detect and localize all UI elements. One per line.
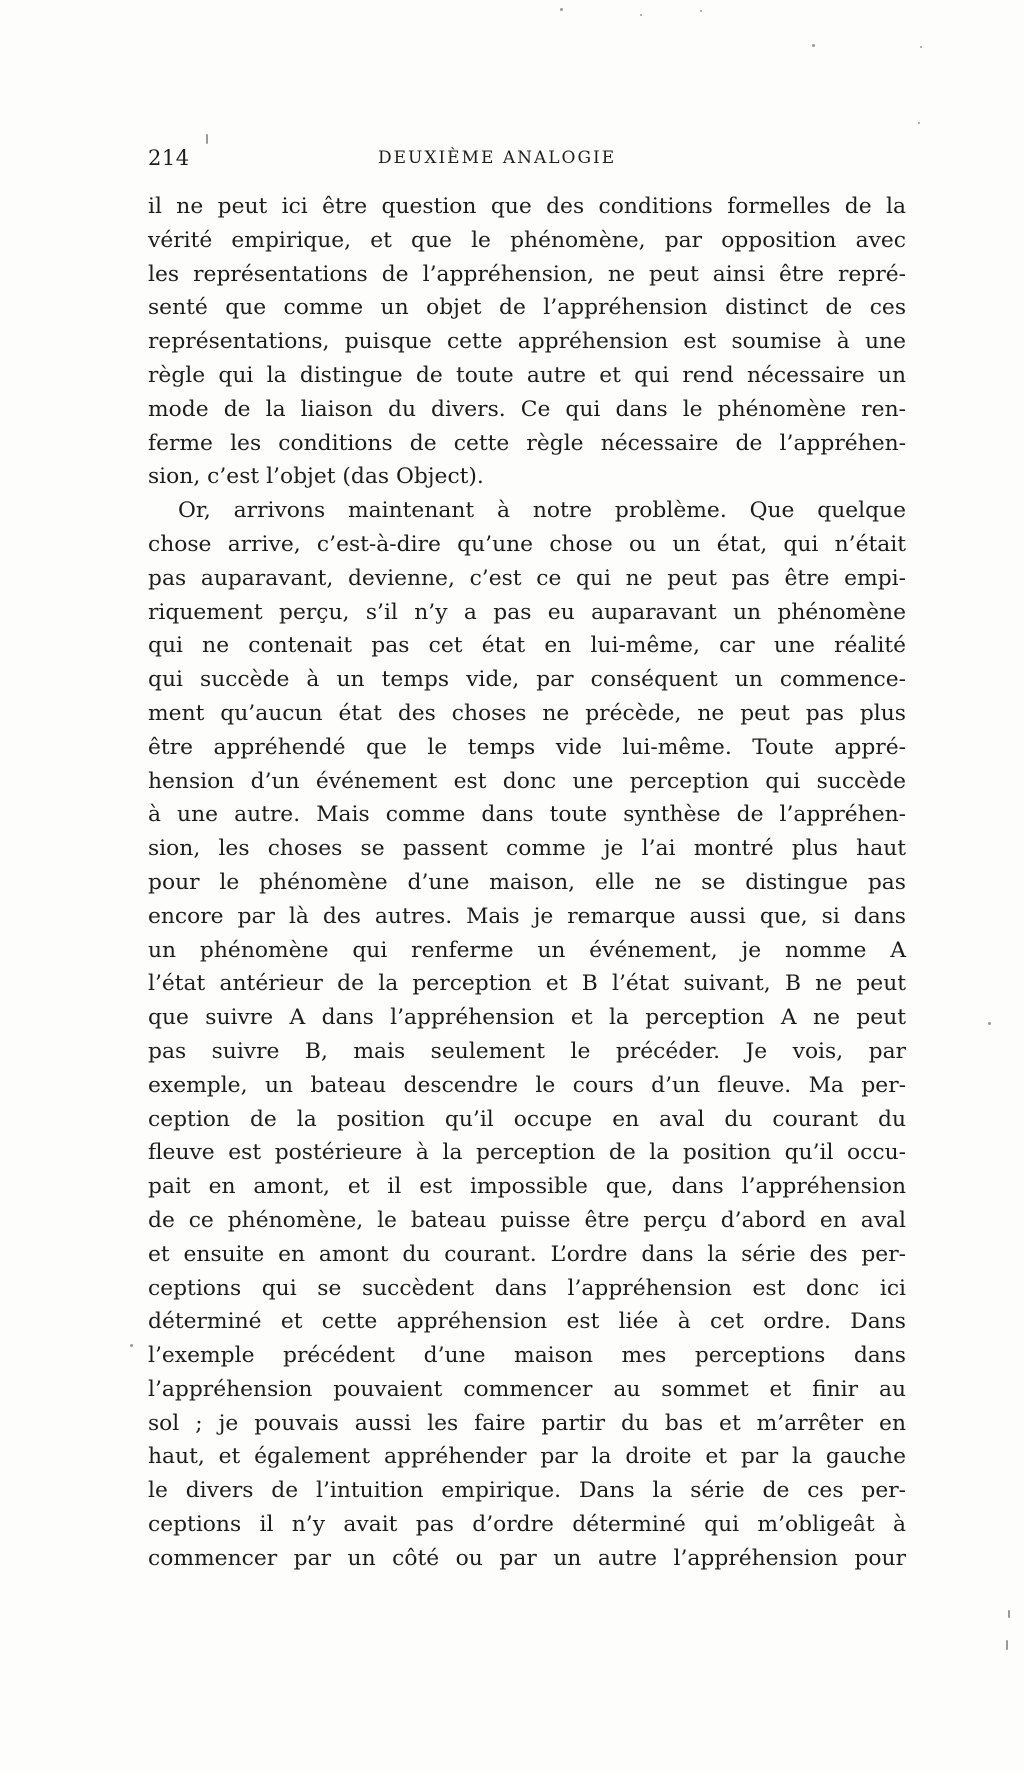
scan-speck	[206, 134, 208, 144]
scan-speck	[988, 1022, 991, 1025]
scan-speck	[920, 46, 922, 48]
text-line: chose arrive, c’est-à-dire qu’une chose ou un état, qui n’était	[148, 531, 906, 557]
page-number: 214	[148, 146, 190, 170]
text-line: qui succède à un temps vide, par conséquent un commence-	[148, 667, 906, 693]
text-line: le divers de l’intuition empirique. Dans la série de ces per-	[148, 1478, 906, 1504]
text-line: fleuve est postérieure à la perception de la position qu’il occu-	[148, 1140, 906, 1166]
text-line: pour le phénomène d’une maison, elle ne se distingue pas	[148, 869, 906, 895]
text-line: que suivre A dans l’appréhension et la perception A ne peut	[148, 1005, 906, 1031]
text-line: l’état antérieur de la perception et B l’état suivant, B ne peut	[148, 971, 906, 997]
text-line: riquement perçu, s’il n’y a pas eu auparavant un phénomène	[148, 599, 906, 625]
text-line: mode de la liaison du divers. Ce qui dans le phénomène ren-	[148, 396, 906, 422]
text-line: pas auparavant, devienne, c’est ce qui ne peut pas être empi-	[148, 565, 906, 591]
text-line: pas suivre B, mais seulement le précéder. Je vois, par	[148, 1038, 906, 1064]
text-line: règle qui la distingue de toute autre et qui rend nécessaire un	[148, 362, 906, 388]
text-line: déterminé et cette appréhension est liée à cet ordre. Dans	[148, 1309, 906, 1335]
text-line: l’exemple précédent d’une maison mes perceptions dans	[148, 1343, 906, 1369]
scan-speck	[812, 44, 815, 47]
text-line: de ce phénomène, le bateau puisse être perçu d’abord en aval	[148, 1207, 906, 1233]
text-line: être appréhendé que le temps vide lui-même. Toute appré-	[148, 734, 906, 760]
scan-speck	[560, 8, 563, 11]
running-head	[148, 146, 900, 176]
body-text	[148, 190, 906, 1576]
text-line: à une autre. Mais comme dans toute synthèse de l’appréhen-	[148, 802, 906, 828]
text-line: pait en amont, et il est impossible que, dans l’appréhension	[148, 1174, 906, 1200]
text-line: et ensuite en amont du courant. L’ordre dans la série des per-	[148, 1241, 906, 1267]
text-line: ment qu’aucun état des choses ne précède, ne peut pas plus	[148, 700, 906, 726]
text-line: ception de la position qu’il occupe en aval du courant du	[148, 1106, 906, 1132]
scan-speck	[918, 122, 920, 124]
text-line: ceptions il n’y avait pas d’ordre déterminé qui m’obligeât à	[148, 1512, 906, 1538]
text-line: ferme les conditions de cette règle nécessaire de l’appréhen-	[148, 430, 906, 456]
scan-speck	[640, 14, 642, 16]
text-line: il ne peut ici être question que des conditions formelles de la	[148, 194, 906, 219]
scan-speck	[130, 1344, 133, 1347]
text-line: vérité empirique, et que le phénomène, par opposition avec	[148, 227, 906, 253]
text-line: sol ; je pouvais aussi les faire partir du bas et m’arrêter en	[148, 1410, 906, 1436]
text-line: l’appréhension pouvaient commencer au sommet et finir au	[148, 1376, 906, 1402]
text-line: un phénomène qui renferme un événement, je nomme A	[148, 937, 906, 963]
text-line: qui ne contenait pas cet état en lui-même, car une réalité	[148, 633, 906, 659]
text-line: encore par là des autres. Mais je remarque aussi que, si dans	[148, 903, 906, 929]
paragraph-2	[148, 494, 906, 1576]
scan-speck	[1006, 1640, 1008, 1650]
text-line: haut, et également appréhender par la droite et par la gauche	[148, 1444, 906, 1470]
text-line: exemple, un bateau descendre le cours d’un fleuve. Ma per-	[148, 1072, 906, 1098]
paragraph-1	[148, 190, 906, 494]
text-line: représentations, puisque cette appréhension est soumise à une	[148, 329, 906, 355]
scan-speck	[1008, 1610, 1010, 1618]
text-line: senté que comme un objet de l’appréhension distinct de ces	[148, 295, 906, 321]
text-line: commencer par un côté ou par un autre l’appréhension pour	[148, 1545, 906, 1571]
text-line: sion, les choses se passent comme je l’ai montré plus haut	[148, 836, 906, 862]
text-line: Or, arrivons maintenant à notre problème. Que quelque	[178, 498, 906, 524]
text-line: hension d’un événement est donc une perception qui succède	[148, 768, 906, 794]
scan-speck	[700, 10, 702, 12]
text-line: les représentations de l’appréhension, ne peut ainsi être repré-	[148, 261, 906, 287]
text-line: ceptions qui se succèdent dans l’appréhension est donc ici	[148, 1275, 906, 1301]
running-title: DEUXIÈME ANALOGIE	[378, 148, 617, 168]
text-line: sion, c’est l’objet (das Object).	[148, 464, 484, 490]
